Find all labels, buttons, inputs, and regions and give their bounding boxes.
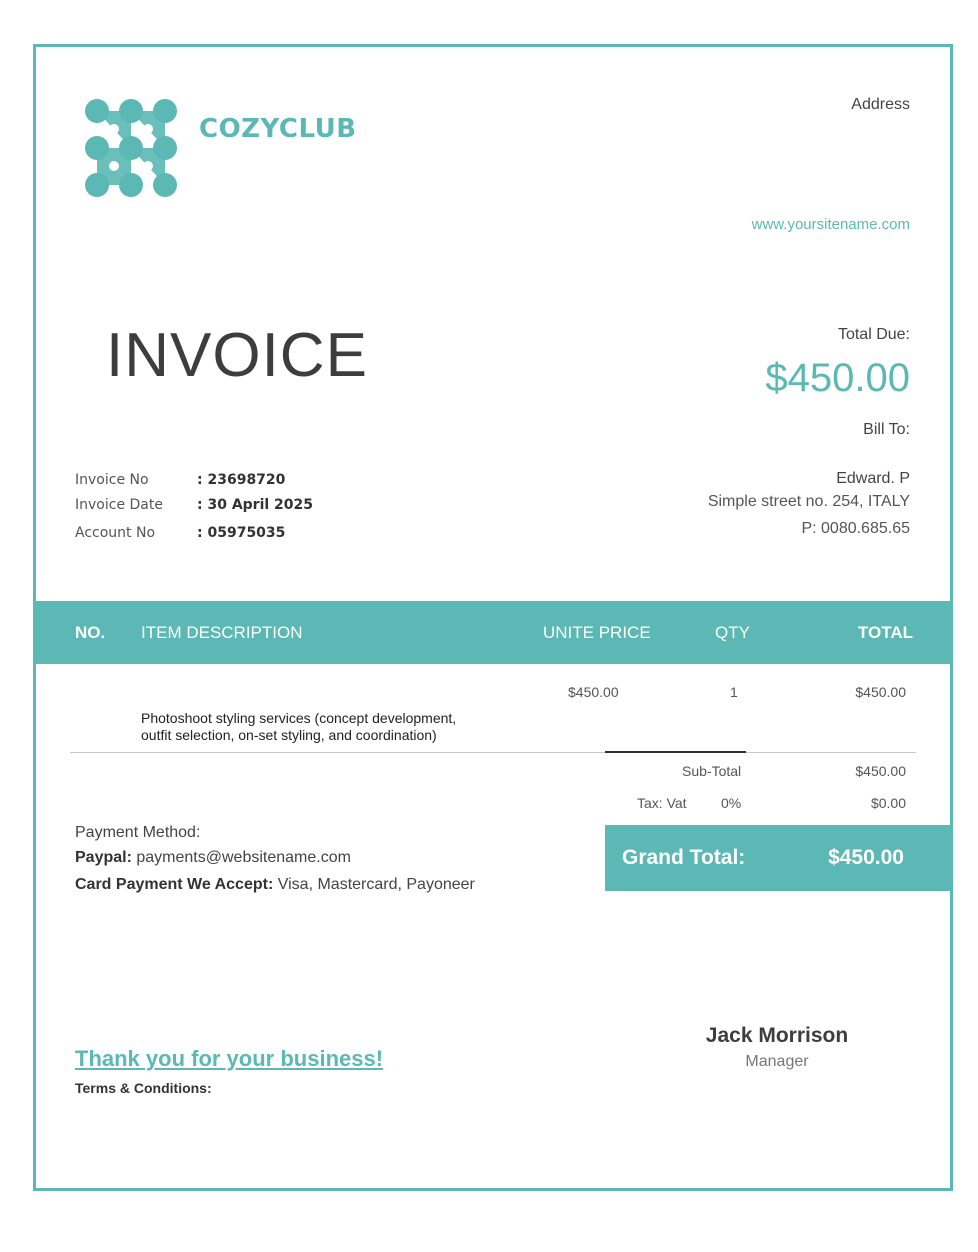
bill-to-street: Simple street no. 254, ITALY <box>707 493 910 510</box>
total-due-value: $450.00 <box>765 356 910 400</box>
bill-to-phone: P: 0080.685.65 <box>801 520 910 537</box>
subtotal-value: $450.00 <box>855 763 906 779</box>
page-title: INVOICE <box>106 321 368 390</box>
paypal-label: Paypal: <box>75 849 132 866</box>
bill-to-label: Bill To: <box>863 421 910 438</box>
terms-label: Terms & Conditions: <box>75 1080 212 1096</box>
brand-name: COZYCLUB <box>199 114 357 144</box>
col-header-no: NO. <box>75 623 106 642</box>
cards-value: Visa, Mastercard, Payoneer <box>277 876 475 893</box>
col-header-total: TOTAL <box>857 623 913 642</box>
subtotal-label: Sub-Total <box>682 763 742 779</box>
invoice-no-value: : 23698720 <box>197 472 286 488</box>
total-due-label: Total Due: <box>837 326 910 343</box>
address-label: Address <box>851 96 910 113</box>
row-qty: 1 <box>730 684 738 700</box>
invoice-date-label: Invoice Date <box>75 497 163 513</box>
tax-label: Tax: Vat <box>637 795 687 811</box>
tax-value: $0.00 <box>870 795 906 811</box>
col-header-qty: QTY <box>715 623 750 642</box>
signer-role: Manager <box>745 1053 809 1070</box>
row-description: Photoshoot styling services (concept development, outfit selection, on-set styling, and coordination) <box>141 710 457 743</box>
payment-heading: Payment Method: <box>75 824 201 841</box>
grand-total-box <box>605 825 950 891</box>
paypal-line <box>75 849 351 867</box>
row-total: $450.00 <box>855 684 906 700</box>
tax-rate: 0% <box>721 795 742 811</box>
account-no-value: : 05975035 <box>197 525 286 541</box>
grand-total-label: Grand Total: <box>622 846 746 869</box>
website-link[interactable]: www.yoursitename.com <box>751 216 910 233</box>
row-unit-price: $450.00 <box>568 684 619 700</box>
paypal-value: payments@websitename.com <box>136 849 351 866</box>
cards-label: Card Payment We Accept: <box>75 876 274 893</box>
account-no-label: Account No <box>75 525 156 541</box>
signer-name: Jack Morrison <box>705 1024 849 1047</box>
row-divider <box>70 752 916 753</box>
thank-you-link[interactable]: Thank you for your business! <box>75 1046 384 1071</box>
bill-to-name: Edward. P <box>836 470 910 487</box>
dot-matrix-logo-icon <box>84 96 178 202</box>
invoice-no-label: Invoice No <box>75 472 149 488</box>
col-header-description: ITEM DESCRIPTION <box>141 623 303 642</box>
grand-total-value: $450.00 <box>828 846 904 869</box>
subtotal-divider <box>605 751 746 753</box>
invoice-date-value: : 30 April 2025 <box>197 497 314 513</box>
col-header-unit-price: UNITE PRICE <box>543 623 651 642</box>
table-header <box>33 601 950 664</box>
cards-line <box>75 876 475 894</box>
